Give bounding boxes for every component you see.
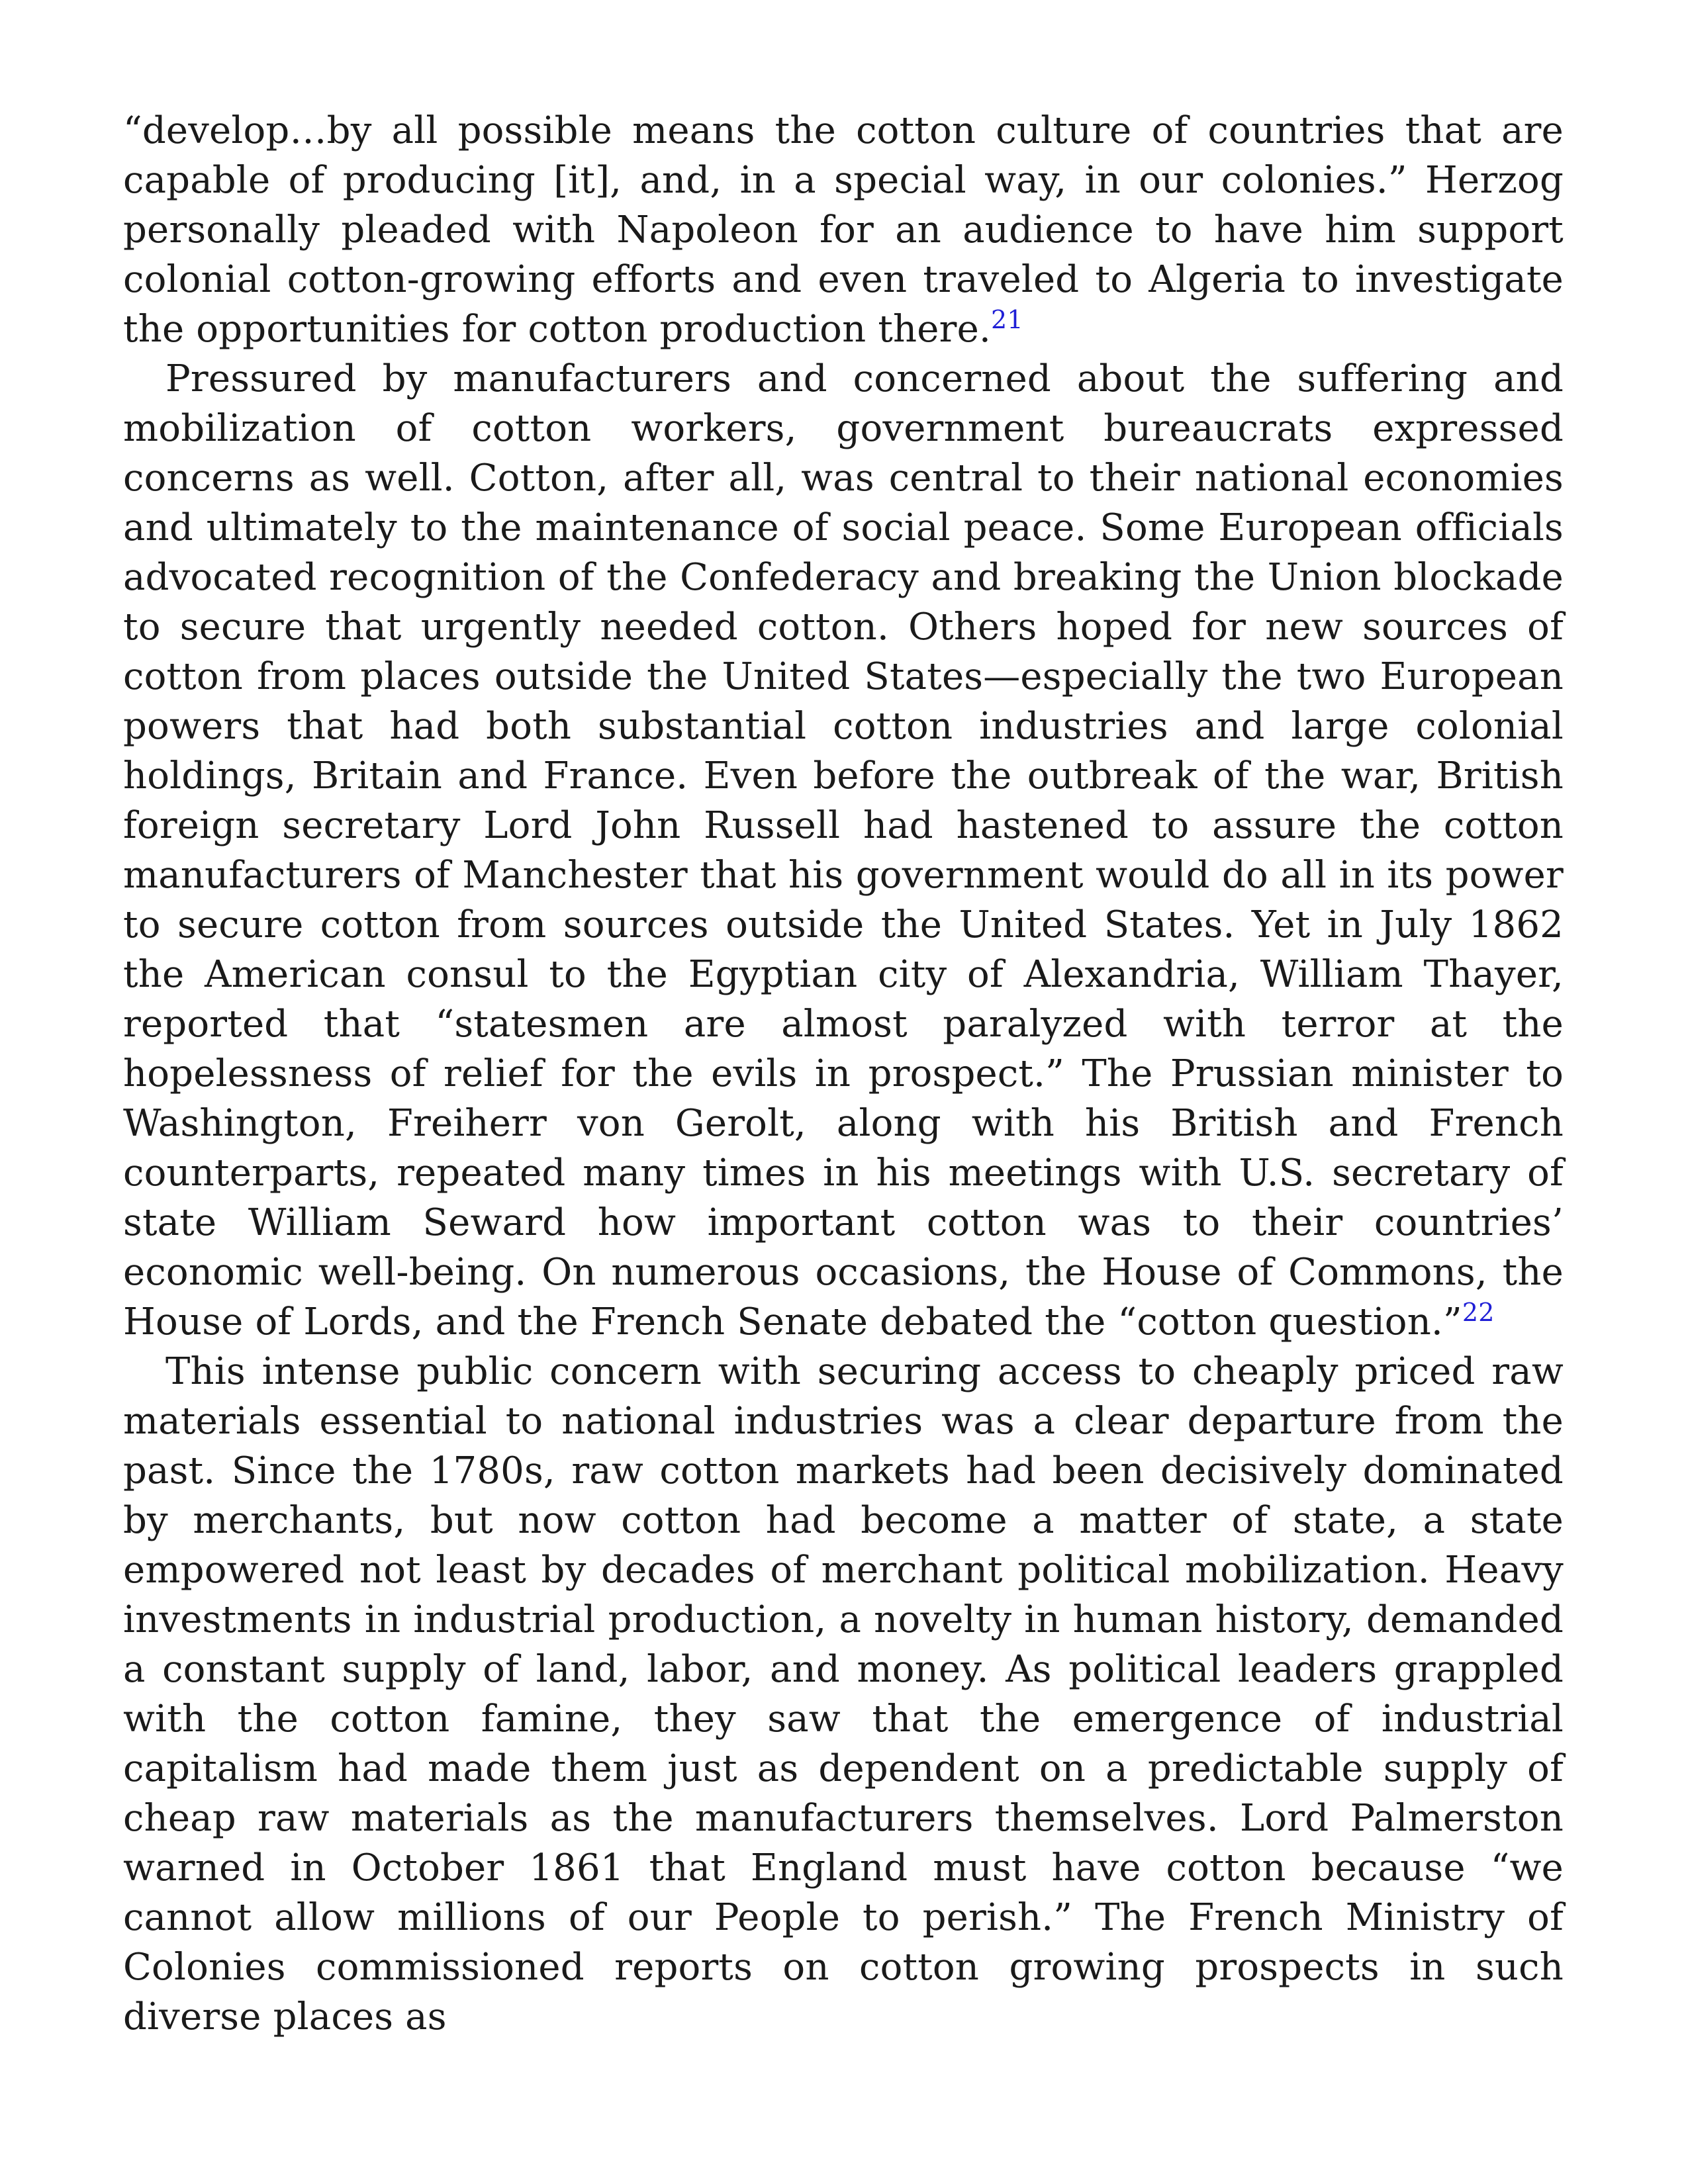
paragraph-3 bbox=[123, 1347, 1564, 2042]
paragraph-1-text: “develop…by all possible means the cotton culture of countries that are capable of producing [it], and, in a special way, in our colonies.” Herzog personally pleaded with Napoleon for an audience to have him support colonial cotton-growing efforts and even traveled to Algeria to investigate the opportunities for cotton production there. bbox=[123, 109, 1564, 351]
paragraph-3-text: This intense public concern with securing access to cheaply priced raw materials essential to national industries was a clear departure from the past. Since the 1780s, raw cotton markets had been decisively dominated by merchants, but now cotton had become a matter of state, a state empowered not least by decades of merchant political mobilization. Heavy investments in industrial production, a novelty in human history, demanded a constant supply of land, labor, and money. As political leaders grappled with the cotton famine, they saw that the emergence of industrial capitalism had made them just as dependent on a predictable supply of cheap raw materials as the manufacturers themselves. Lord Palmerston warned in October 1861 that England must have cotton because “we cannot allow millions of our People to perish.” The French Ministry of Colonies commissioned reports on cotton growing prospects in such diverse places as bbox=[123, 1350, 1564, 2038]
footnote-ref-21[interactable]: 21 bbox=[990, 305, 1023, 334]
footnote-ref-22[interactable]: 22 bbox=[1462, 1298, 1495, 1327]
paragraph-2 bbox=[123, 354, 1564, 1347]
page-body bbox=[123, 106, 1564, 2042]
paragraph-1 bbox=[123, 106, 1564, 354]
paragraph-2-text: Pressured by manufacturers and concerned about the suffering and mobilization of cotton workers, government bureaucrats expressed concerns as well. Cotton, after all, was central to their national economies and ultimately to the maintenance of social peace. Some European officials advocated recognition of the Confederacy and breaking the Union blockade to secure that urgently needed cotton. Others hoped for new sources of cotton from places outside the United States—especially the two European powers that had both substantial cotton industries and large colonial holdings, Britain and France. Even before the outbreak of the war, British foreign secretary Lord John Russell had hastened to assure the cotton manufacturers of Manchester that his government would do all in its power to secure cotton from sources outside the United States. Yet in July 1862 the American consul to the Egyptian city of Alexandria, William Thayer, reported that “statesmen are almost paralyzed with terror at the hopelessness of relief for the evils in prospect.” The Prussian minister to Washington, Freiherr von Gerolt, along with his British and French counterparts, repeated many times in his meetings with U.S. secretary of state William Seward how important cotton was to their countries’ economic well-being. On numerous occasions, the House of Commons, the House of Lords, and the French Senate debated the “cotton question.” bbox=[123, 357, 1564, 1343]
